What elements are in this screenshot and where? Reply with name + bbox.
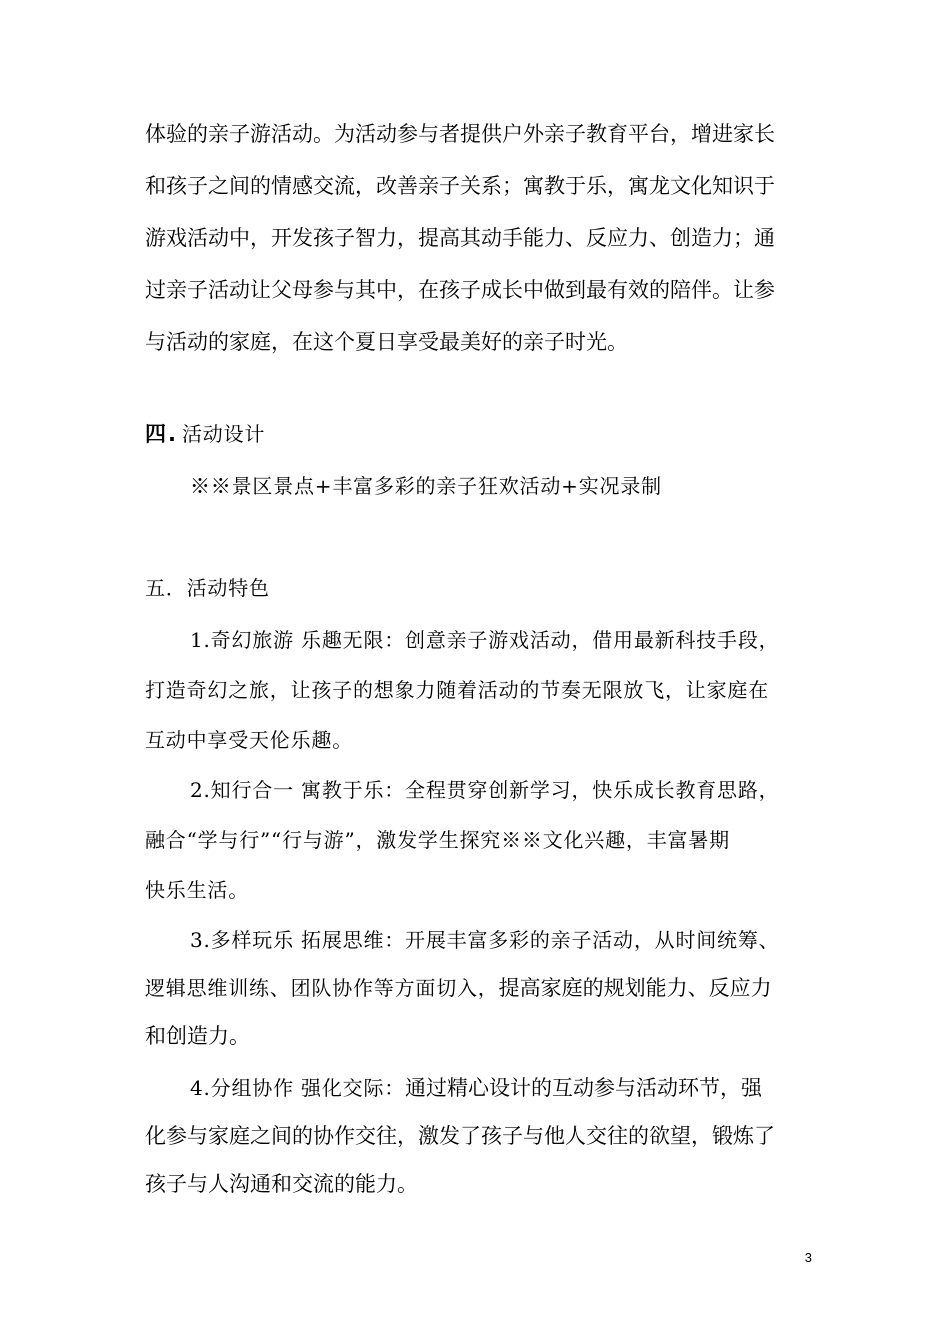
item3-line-3: 和创造力。 xyxy=(145,1024,250,1048)
intro-line-3: 游戏活动中，开发孩子智力，提高其动手能力、反应力、创造力；通 xyxy=(145,226,775,250)
item1-line-1: 1.奇幻旅游 乐趣无限：创意亲子游戏活动，借用最新科技手段， xyxy=(190,628,780,652)
section5-heading: 五．活动特色 xyxy=(145,576,270,600)
item4-line-1-part-b: 通过精心设计的互动参与活动环节，强 xyxy=(405,1076,763,1100)
intro-line-4: 过亲子活动让父母参与其中，在孩子成长中做到最有效的陪伴。让参 xyxy=(145,278,775,302)
item3-line-2 xyxy=(145,972,810,1002)
item2-line-2: 融合“学与行”“行与游”，激发学生探究※※文化兴趣，丰富暑期 xyxy=(145,828,730,852)
item3-line-2-part-b: 提高家庭的规划能力、反应力 xyxy=(498,976,772,1000)
item1-line-3: 互动中享受天伦乐趣。 xyxy=(145,728,353,752)
item4-line-1 xyxy=(190,1072,810,1102)
page-number: 3 xyxy=(804,1250,812,1265)
item2-line-1: 2.知行合一 寓教于乐：全程贯穿创新学习，快乐成长教育思路， xyxy=(190,778,780,802)
item4-line-1-part-a: 4.分组协作 强化交际： xyxy=(190,1076,406,1100)
section4-number: 四 xyxy=(145,422,166,446)
item3-line-1: 3.多样玩乐 拓展思维：开展丰富多彩的亲子活动，从时间统筹、 xyxy=(190,928,780,952)
section4-body: ※※景区景点+丰富多彩的亲子狂欢活动+实况录制 xyxy=(190,474,662,498)
item1-line-2: 打造奇幻之旅，让孩子的想象力随着活动的节奏无限放飞，让家庭在 xyxy=(145,678,769,702)
item3-line-2-part-a: 逻辑思维训练、团队协作等方面切入， xyxy=(145,976,499,1000)
item4-line-3: 孩子与人沟通和交流的能力。 xyxy=(145,1172,418,1196)
item4-line-2: 化参与家庭之间的协作交往，激发了孩子与他人交往的欲望，锻炼了 xyxy=(145,1124,775,1148)
section4-dot: . xyxy=(168,422,176,446)
item2-line-3: 快乐生活。 xyxy=(145,878,249,902)
section4-title: 活动设计 xyxy=(181,422,266,446)
section4-heading xyxy=(145,418,810,448)
intro-line-1: 体验的亲子游活动。为活动参与者提供户外亲子教育平台，增进家长 xyxy=(145,122,775,146)
intro-line-2: 和孩子之间的情感交流，改善亲子关系；寓教于乐，寓龙文化知识于 xyxy=(145,174,775,198)
intro-line-5: 与活动的家庭，在这个夏日享受最美好的亲子时光。 xyxy=(145,330,628,354)
